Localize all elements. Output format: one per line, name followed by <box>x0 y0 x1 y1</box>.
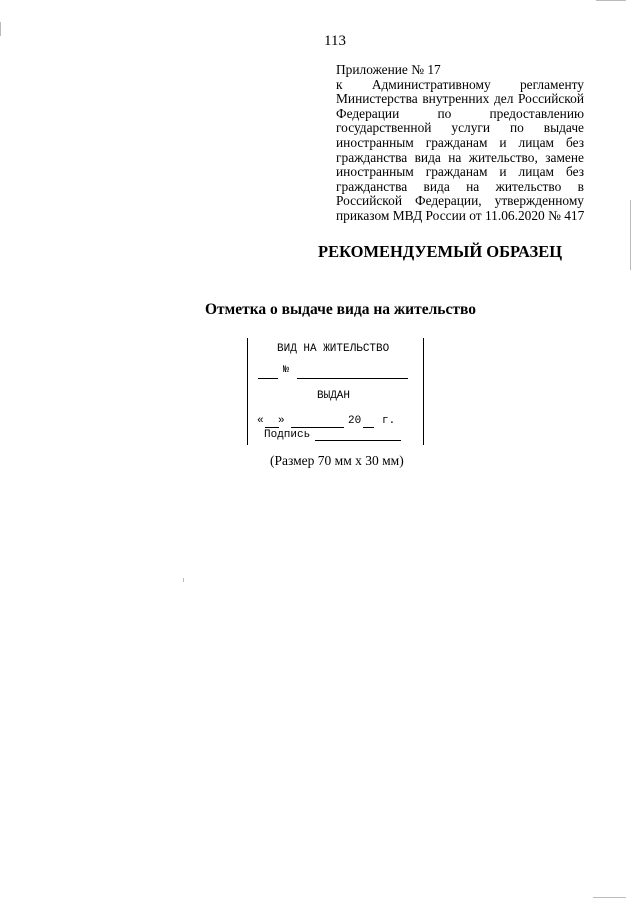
signature-label: Подпись <box>264 429 311 441</box>
appendix-line: к Административному регламенту <box>336 77 584 92</box>
scan-mark-top <box>596 0 626 1</box>
appendix-line: приказом МВД России от 11.06.2020 № 417 <box>336 208 584 223</box>
appendix-line: государственной услуги по выдаче <box>336 121 584 136</box>
stamp-right-border <box>423 338 424 445</box>
month-blank <box>291 427 344 428</box>
stamp-left-border <box>247 338 248 445</box>
stamp-sample <box>247 338 424 445</box>
series-blank <box>258 378 278 379</box>
appendix-reference <box>336 63 584 224</box>
signature-blank <box>315 440 401 441</box>
document-subheading: Отметка о выдаче вида на жительство <box>205 301 476 318</box>
scan-mark-dot <box>183 578 184 582</box>
scan-mark-left <box>0 22 1 36</box>
document-heading: РЕКОМЕНДУЕМЫЙ ОБРАЗЕЦ <box>318 242 563 261</box>
close-quote: » <box>278 415 285 427</box>
page-number: 113 <box>324 33 346 49</box>
size-note: (Размер 70 мм х 30 мм) <box>270 453 404 468</box>
number-sign: № <box>283 365 290 376</box>
day-blank <box>265 427 279 428</box>
appendix-line: Министерства внутренних дел Российской <box>336 92 584 107</box>
scan-mark-bottom <box>593 897 626 898</box>
appendix-line: Российской Федерации, утвержденному <box>336 194 584 209</box>
appendix-line: Федерации по предоставлению <box>336 106 584 121</box>
open-quote: « <box>257 415 264 427</box>
year-suffix: г. <box>382 415 396 427</box>
appendix-line: иностранным гражданам и лицам без <box>336 135 584 150</box>
stamp-title: ВИД НА ЖИТЕЛЬСТВО <box>277 343 390 355</box>
scan-mark-right <box>630 200 631 270</box>
appendix-line: иностранным гражданам и лицам без <box>336 165 584 180</box>
appendix-line: Приложение № 17 <box>336 63 441 77</box>
number-blank <box>297 378 408 379</box>
appendix-line: гражданства вида на жительство в <box>336 179 584 194</box>
stamp-issued: ВЫДАН <box>317 390 351 402</box>
century: 20 <box>348 415 362 427</box>
appendix-line: гражданства вида на жительство, замене <box>336 150 584 165</box>
year-blank <box>363 427 374 428</box>
